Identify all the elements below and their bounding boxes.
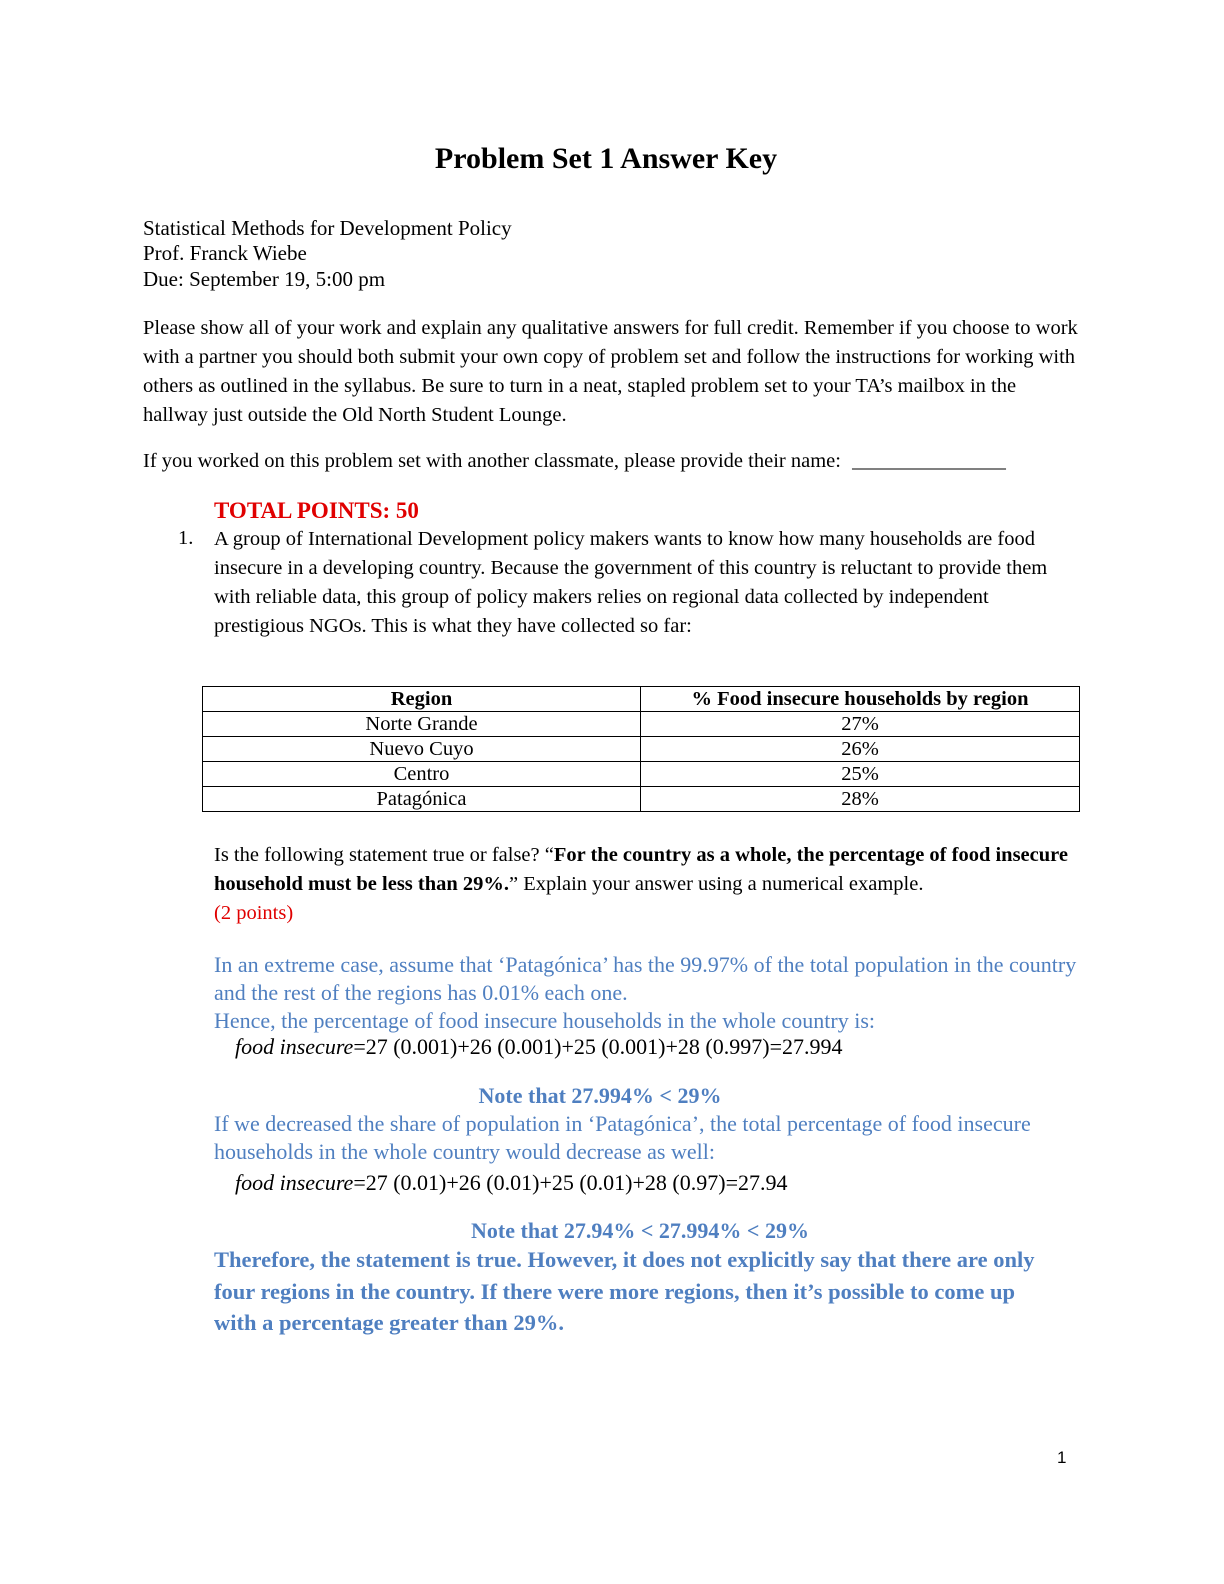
equation-1-rhs: =27 (0.001)+26 (0.001)+25 (0.001)+28 (0.997)=27.994 bbox=[353, 1034, 843, 1059]
cell-percent: 28% bbox=[641, 787, 1080, 812]
region-table bbox=[202, 686, 1080, 812]
table-row bbox=[203, 787, 1080, 812]
cell-region: Nuevo Cuyo bbox=[203, 737, 641, 762]
course-name: Statistical Methods for Development Policy bbox=[143, 216, 512, 240]
answer-paragraph-3: If we decreased the share of population in ‘Patagónica’, the total percentage of food insecure households in the whole country would decrease as well: bbox=[214, 1111, 1031, 1164]
equation-1-lhs: food insecure bbox=[235, 1034, 354, 1059]
question-number: 1. bbox=[178, 527, 194, 549]
instructions-paragraph: Please show all of your work and explain any qualitative answers for full credit. Remember if you choose to work with a partner you should both submit your own copy of problem set and follow the instructions for working with others as outlined in the syllabus. Be sure to turn in a neat, stapled problem set to your TA’s mailbox in the hallway just outside the Old North Student Lounge. bbox=[143, 317, 1078, 426]
question-text: A group of International Development policy makers wants to know how many households are food insecure in a developing country. Because the government of this country is reluctant to provide them with reliable data, this group of policy makers relies on regional data collected by independent prestigious NGOs. This is what they have collected so far: bbox=[214, 528, 1048, 637]
note-2: Note that 27.94% < 27.994% < 29% bbox=[471, 1218, 809, 1243]
professor-name: Prof. Franck Wiebe bbox=[143, 241, 307, 265]
table-row bbox=[203, 712, 1080, 737]
question-points: (2 points) bbox=[214, 902, 294, 924]
question-statement bbox=[214, 841, 1074, 928]
statement-bold: For the country as a whole, the percentage of food insecure household must be less than 29%. bbox=[214, 844, 1068, 895]
note-1: Note that 27.994% < 29% bbox=[478, 1083, 722, 1108]
table-header-row bbox=[203, 687, 1080, 712]
cell-region: Centro bbox=[203, 762, 641, 787]
partner-prompt bbox=[143, 450, 1006, 473]
statement-pre: Is the following statement true or false? “ bbox=[214, 844, 554, 866]
cell-region: Patagónica bbox=[203, 787, 641, 812]
header-food-insecure: % Food insecure households by region bbox=[641, 687, 1080, 712]
answer-paragraph-1: In an extreme case, assume that ‘Patagónica’ has the 99.97% of the total population in the country and the rest of the regions has 0.01% each one. bbox=[214, 952, 1077, 1005]
equation-1 bbox=[235, 1034, 842, 1060]
cell-percent: 26% bbox=[641, 737, 1080, 762]
cell-region: Norte Grande bbox=[203, 712, 641, 737]
equation-2-rhs: =27 (0.01)+26 (0.01)+25 (0.01)+28 (0.97)=27.94 bbox=[353, 1170, 788, 1195]
answer-paragraph-2: Hence, the percentage of food insecure households in the whole country is: bbox=[214, 1008, 876, 1033]
cell-percent: 27% bbox=[641, 712, 1080, 737]
partner-prompt-text: If you worked on this problem set with another classmate, please provide their name: bbox=[143, 450, 841, 472]
statement-post: ” Explain your answer using a numerical example. bbox=[509, 873, 924, 895]
header-region: Region bbox=[203, 687, 641, 712]
page-title: Problem Set 1 Answer Key bbox=[434, 142, 778, 175]
page-number: 1 bbox=[1057, 1448, 1067, 1467]
due-date: Due: September 19, 5:00 pm bbox=[143, 267, 386, 291]
table-row bbox=[203, 737, 1080, 762]
equation-2 bbox=[235, 1170, 787, 1196]
total-points: TOTAL POINTS: 50 bbox=[214, 498, 419, 523]
partner-name-blank[interactable]: _______________ bbox=[852, 450, 1006, 472]
table-row bbox=[203, 762, 1080, 787]
equation-2-lhs: food insecure bbox=[235, 1170, 354, 1195]
answer-conclusion: Therefore, the statement is true. However, it does not explicitly say that there are only four regions in the country. If there were more regions, then it’s possible to come up with a percentage greater than 29%. bbox=[214, 1247, 1035, 1335]
cell-percent: 25% bbox=[641, 762, 1080, 787]
